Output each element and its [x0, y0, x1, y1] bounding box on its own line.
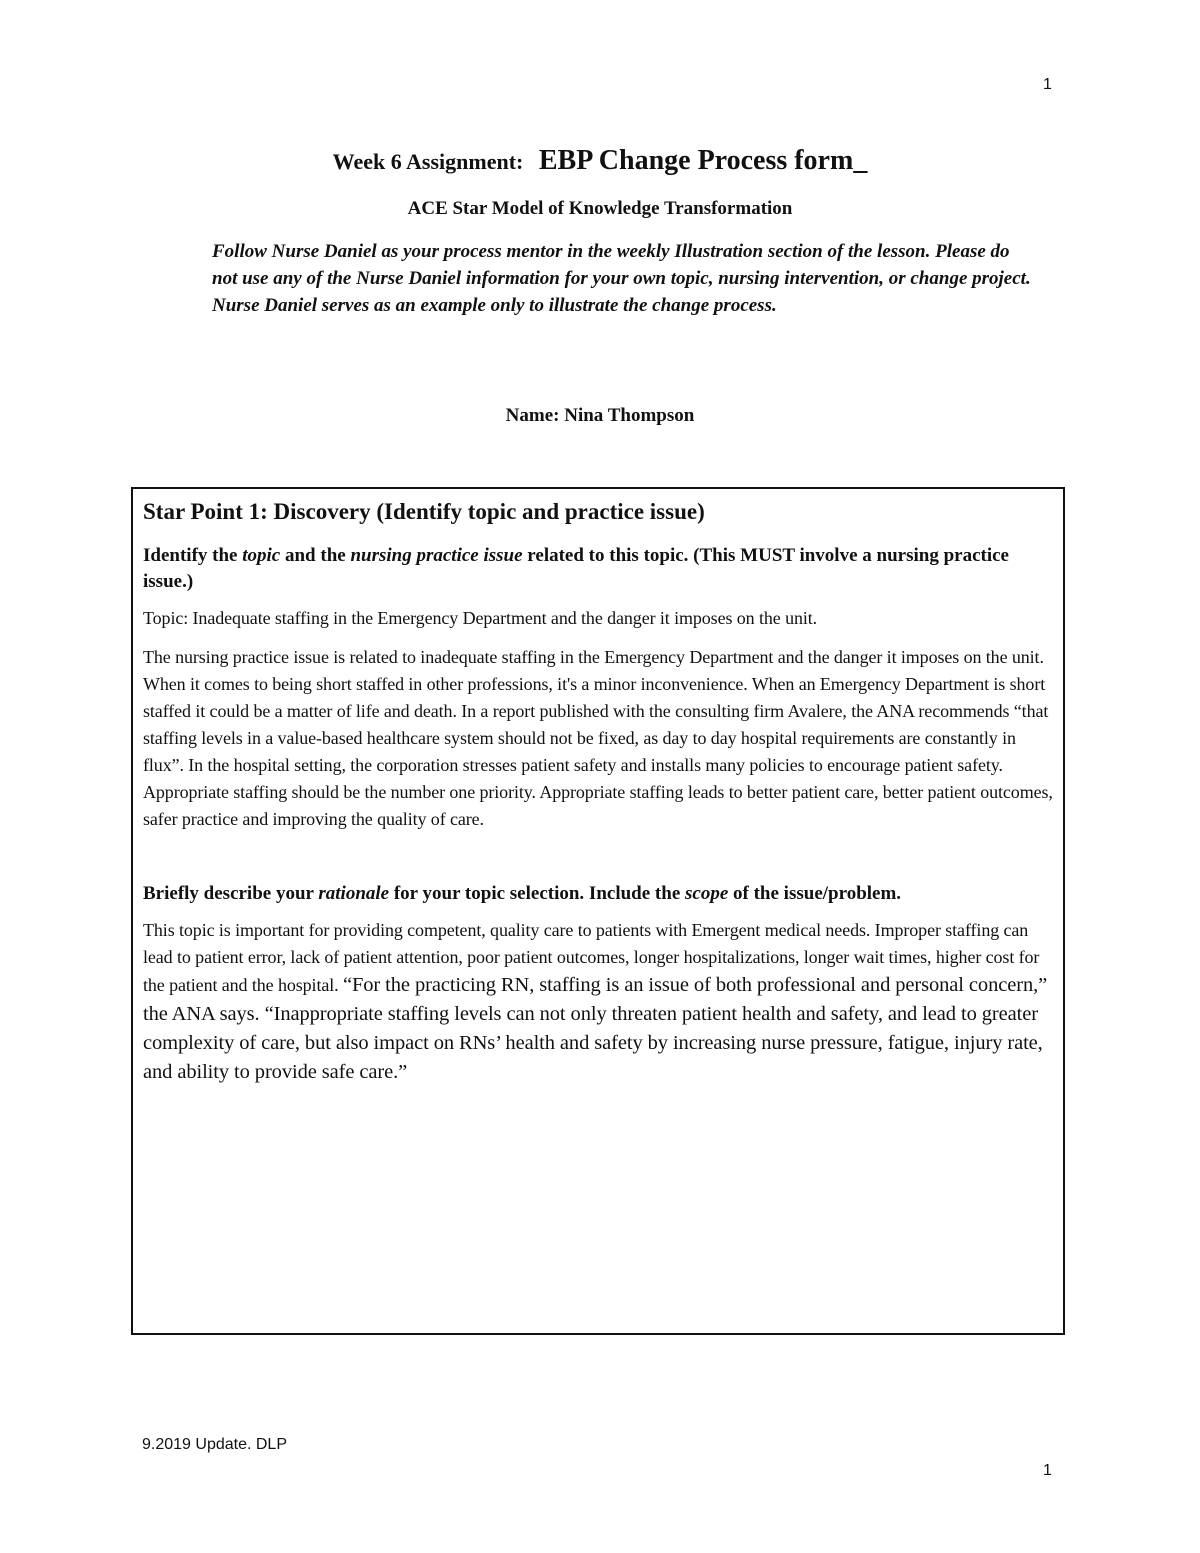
- rationale-prompt-italic2: scope: [685, 883, 729, 904]
- name-line: [0, 405, 1200, 427]
- footer-page-number: 1: [1043, 1462, 1052, 1479]
- name-value: Nina Thompson: [564, 405, 695, 426]
- rationale-paragraph: [143, 917, 1053, 1087]
- document-title: [0, 142, 1200, 181]
- rationale-prompt-part3: of the issue/problem.: [728, 883, 902, 904]
- topic-prompt-part2: and the: [280, 545, 351, 566]
- name-label: Name:: [505, 405, 560, 426]
- topic-prompt-italic2: nursing practice issue: [350, 545, 523, 566]
- rationale-part1: This topic is important for providing competent, quality care to patients with Emergent medical needs. Improper staffing can lead to patient error, lack of patient attention, poor patient outcomes, longer hospitalizations, longer wait times, higher cost for the patient and the hospital.: [143, 920, 1040, 995]
- title-main: EBP Change Process form_: [538, 145, 868, 176]
- rationale-prompt: [143, 881, 1053, 907]
- star-point-1-box: [131, 487, 1065, 1335]
- topic-prompt-part1: Identify the: [143, 545, 243, 566]
- spacer: [143, 845, 1053, 881]
- rationale-prompt-part2: for your topic selection. Include the: [389, 883, 686, 904]
- rationale-part2: “For the practicing RN, staffing is an issue of both professional and personal concern,” the ANA says. “Inappropriate staffing levels can not only threaten patient health and safety, and lead to greater complexity of care, but also impact on RNs’ health and safety by increasing nurse pressure, fatigue, injury rate, and ability to provide safe care.”: [143, 974, 1048, 1083]
- rationale-prompt-italic1: rationale: [318, 883, 390, 904]
- header-page-number: 1: [1043, 76, 1052, 93]
- topic-prompt-italic1: topic: [242, 545, 281, 566]
- topic-prompt-part3: related to this topic. (This MUST involve a nursing practice issue.): [143, 545, 1009, 592]
- title-prefix: Week 6 Assignment:: [332, 149, 524, 174]
- topic-prompt: [143, 543, 1053, 595]
- footer-update-note: 9.2019 Update. DLP: [142, 1436, 287, 1453]
- issue-paragraph: The nursing practice issue is related to inadequate staffing in the Emergency Department and the danger it imposes on the unit. When it comes to being short staffed in other professions, it's a minor inconvenience. When an Emergency Department is short staffed it could be a matter of life and death. In a report published with the consulting firm Avalere, the ANA recommends “that staffing levels in a value-based healthcare system should not be fixed, as day to day hospital requirements are constantly in flux”. In the hospital setting, the corporation stresses patient safety and installs many policies to encourage patient safety. Appropriate staffing should be the number one priority. Appropriate staffing leads to better patient care, better patient outcomes, safer practice and improving the quality of care.: [143, 647, 1053, 829]
- topic-text: Topic: Inadequate staffing in the Emergency Department and the danger it imposes on the unit.: [143, 608, 818, 628]
- star-point-1-heading: Star Point 1: Discovery (Identify topic and practice issue): [143, 499, 705, 524]
- document-subtitle: ACE Star Model of Knowledge Transformation: [407, 198, 793, 219]
- rationale-prompt-part1: Briefly describe your: [143, 883, 319, 904]
- mentor-note: Follow Nurse Daniel as your process mentor in the weekly Illustration section of the lesson. Please do not use any of the Nurse Daniel information for your own topic, nursing intervention, or change project. Nurse Daniel serves as an example only to illustrate the change process.: [212, 241, 1031, 316]
